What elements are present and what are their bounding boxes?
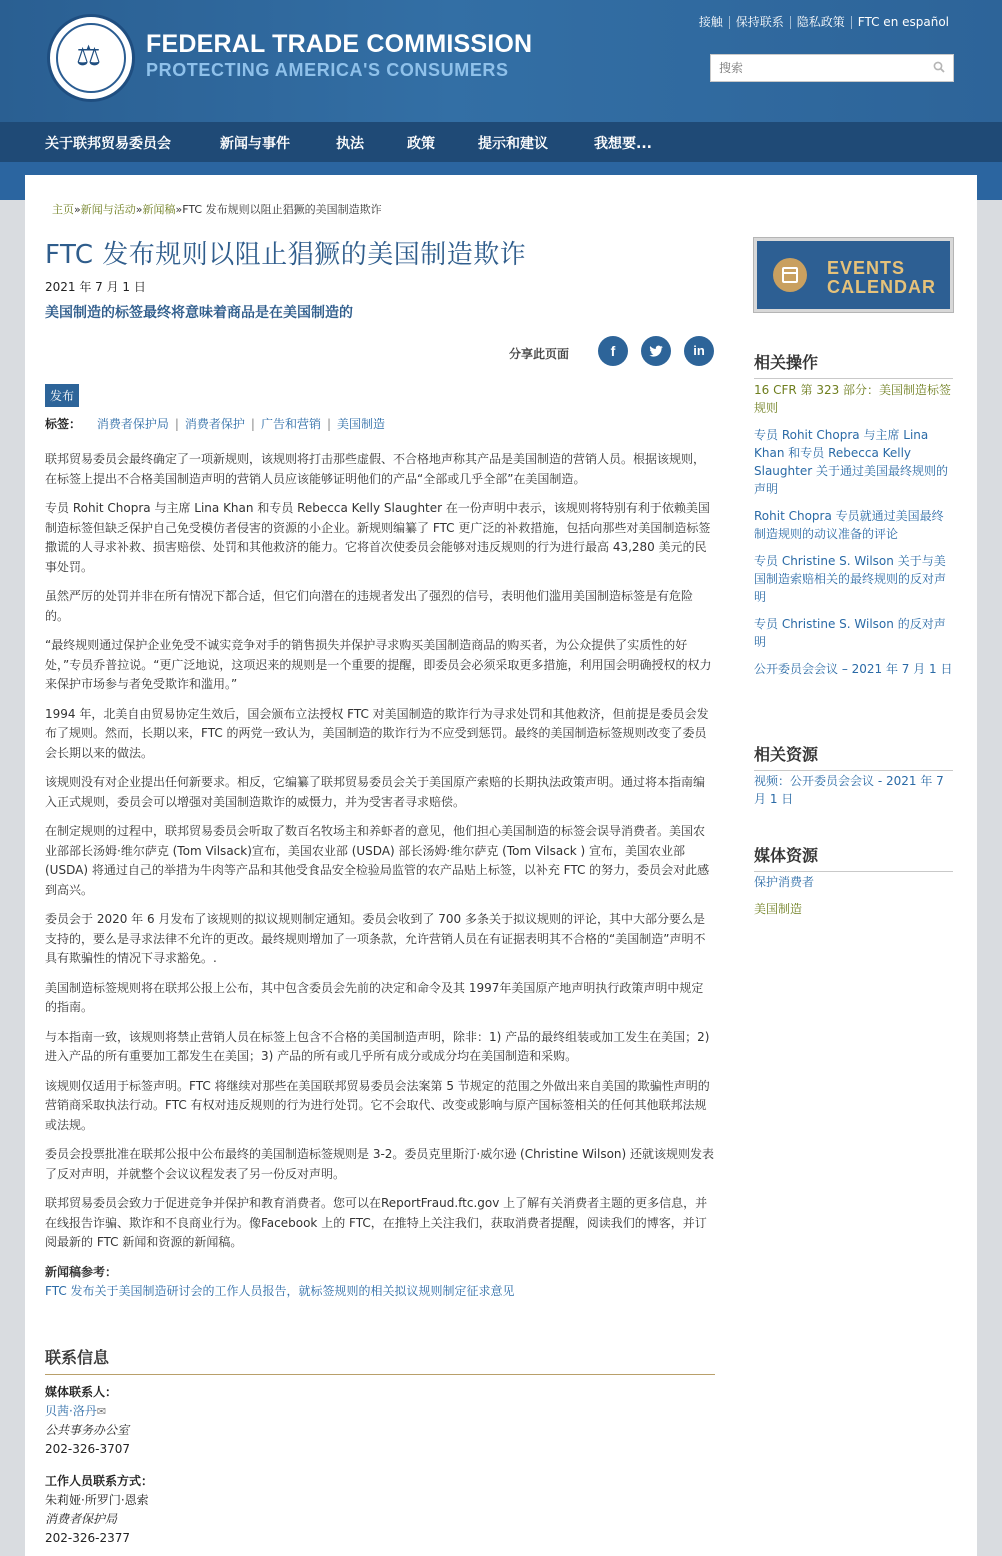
related-resource-link[interactable]: 视频：公开委员会会议 - 2021 年 7 月 1 日	[754, 774, 944, 806]
related-actions-heading: 相关操作	[754, 350, 953, 379]
nav-about[interactable]: 关于联邦贸易委员会	[45, 136, 171, 152]
tag-advertising-marketing[interactable]: 广告和营销	[260, 417, 321, 431]
related-action-link[interactable]: 专员 Christine S. Wilson 的反对声明	[754, 617, 946, 649]
crumb-press-releases[interactable]: 新闻稿	[142, 203, 176, 216]
media-resource-link[interactable]: 美国制造	[754, 902, 803, 916]
events-calendar-banner[interactable]	[754, 238, 953, 312]
staff-contact-label: 工作人员联系方式：	[45, 1474, 154, 1488]
media-contact-office: 公共事务办公室	[45, 1423, 130, 1437]
tags-row	[45, 415, 385, 432]
linkedin-icon[interactable]: in	[684, 336, 714, 366]
related-resources-heading: 相关资源	[754, 742, 953, 771]
crumb-news-events[interactable]: 新闻与活动	[80, 203, 136, 216]
article-paragraph: 在制定规则的过程中，联邦贸易委员会听取了数百名牧场主和养虾者的意见，他们担心美国制造的标签会误导消费者。美国农业部部长汤姆·维尔萨克 (Tom Vilsack)宣布，美国农业部 (USDA) 部长汤姆·维尔萨克 (Tom Vilsack ) 宣布，美国农业部 (USDA) 将通过自己的举措为牛肉等产品和其他受食品安全检验局监管的农产品贴上标签，以补充 FTC 的努力，委员会对此感到高兴。	[45, 824, 710, 897]
calendar-icon-box	[782, 267, 798, 283]
article-paragraph: 1994 年，北美自由贸易协定生效后，国会颁布立法授权 FTC 对美国制造的欺诈行为寻求处罚和其他救济，但前提是委员会发布了规则。然而，长期以来，FTC 的两党一致认为，美国制造的欺诈行为不应受到惩罚。最终的美国制造标签规则改变了委员会长期以来的做法。	[45, 706, 709, 760]
article-paragraph: 委员会投票批准在联邦公报中公布最终的美国制造标签规则是 3-2。委员克里斯汀·威尔逊 (Christine Wilson) 还就该规则发表了反对声明，并就整个会议议程发表了另一份反对声明。	[45, 1147, 715, 1181]
related-action-link[interactable]: 专员 Christine S. Wilson 关于与美国制造索赔相关的最终规则的反对声明	[754, 554, 947, 604]
tag-made-in-usa[interactable]: 美国制造	[337, 417, 386, 431]
tag-divider: |	[326, 417, 332, 431]
twitter-bird-glyph	[648, 343, 664, 359]
calendar-icon	[773, 258, 807, 292]
article-paragraph: 该规则仅适用于标签声明。FTC 将继续对那些在美国联邦贸易委员会法案第 5 节规定的范围之外做出来自美国的欺骗性声明的营销商采取执法行动。FTC 有权对违反规则的行为进行处罚。它不会取代、改变或影响与原产国标签相关的任何其他联邦法规或法规。	[45, 1078, 710, 1132]
crumb-home[interactable]: 主页	[52, 203, 74, 216]
tags-label: 标签：	[45, 417, 82, 431]
tag-divider: |	[174, 417, 179, 431]
staff-contact-block	[45, 1472, 153, 1548]
article-paragraph: 虽然严厉的处罚并非在所有情况下都合适，但它们向潜在的违规者发出了强烈的信号，表明他们滥用美国制造标签是有危险的。	[45, 589, 694, 623]
nav-tips-advice[interactable]: 提示和建议	[478, 136, 548, 152]
staff-contact-name: 朱莉娅·所罗门·恩索	[45, 1493, 149, 1507]
search-icon[interactable]	[933, 61, 945, 73]
facebook-icon[interactable]: f	[598, 336, 628, 366]
related-action-link[interactable]: 16 CFR 第 323 部分：美国制造标签规则	[754, 383, 952, 415]
breadcrumb: 主页»新闻与活动»新闻稿»FTC 发布规则以阻止猖獗的美国制造欺诈	[52, 203, 382, 216]
media-contact-label: 媒体联系人：	[45, 1385, 118, 1399]
ftc-seal-logo[interactable]	[47, 14, 135, 102]
related-resources-list	[754, 772, 953, 817]
contact-heading: 联系信息	[45, 1345, 715, 1375]
press-release-reference-link[interactable]: FTC 发布关于美国制造研讨会的工作人员报告，就标签规则的相关拟议规则制定征求意见	[45, 1284, 515, 1298]
media-contact-phone: 202-326-3707	[45, 1442, 131, 1456]
article-paragraph: 联邦贸易委员会致力于促进竞争并保护和教育消费者。您可以在ReportFraud.ftc.gov 上了解有关消费者主题的更多信息，并在线报告诈骗、欺诈和不良商业行为。像Facebook 上的 FTC，在推特上关注我们，获取消费者提醒，阅读我们的博客，并订阅最新的 FTC 新闻和资源的新闻稿。	[45, 1196, 708, 1249]
media-resources-heading: 媒体资源	[754, 843, 953, 872]
nav-enforcement[interactable]: 执法	[336, 136, 364, 152]
email-icon[interactable]: ✉	[96, 1405, 107, 1418]
press-release-reference-label: 新闻稿参考：	[45, 1264, 118, 1279]
nav-policy[interactable]: 政策	[407, 136, 435, 152]
brand-tagline: PROTECTING AMERICA'S CONSUMERS	[146, 60, 509, 80]
staff-contact-phone: 202-326-2377	[45, 1531, 131, 1545]
media-resource-link[interactable]: 保护消费者	[754, 875, 815, 889]
related-actions-list	[754, 381, 953, 687]
media-contact-name[interactable]: 贝茜·洛丹	[45, 1404, 97, 1418]
tag-divider: |	[250, 417, 255, 431]
publish-date: 2021 年 7 月 1 日	[45, 280, 146, 294]
release-badge[interactable]: 发布	[45, 384, 79, 407]
nav-news-events[interactable]: 新闻与事件	[220, 136, 290, 152]
article-paragraph: 与本指南一致，该规则将禁止营销人员在标签上包含不合格的美国制造声明，除非：1) 产品的最终组装或加工发生在美国；2) 进入产品的所有重要加工都发生在美国；3) 产品的所有或几乎所有成分或成分均在美国制造和采购。	[45, 1029, 710, 1063]
article-paragraph: “最终规则通过保护企业免受不诚实竞争对手的销售损失并保护寻求购买美国制造商品的购买者，为公众提供了实质性的好处，”专员乔普拉说。“更广泛地说，这项迟来的规则是一个重要的提醒，即委员会必须采取更多措施，利用国会明确授权的权力来保护市场参与者免受欺诈和滥用。”	[45, 638, 712, 691]
tag-consumer-protection[interactable]: 消费者保护	[184, 417, 245, 431]
article-subtitle: 美国制造的标签最终将意味着商品是在美国制造的	[45, 305, 353, 321]
utility-links	[693, 16, 955, 29]
media-resources-list	[754, 873, 953, 927]
crumb-current: FTC 发布规则以阻止猖獗的美国制造欺诈	[182, 203, 382, 216]
top-link-stay-connected[interactable]: 保持联系	[729, 16, 790, 29]
twitter-icon[interactable]	[641, 336, 671, 366]
article-paragraph: 专员 Rohit Chopra 与主席 Lina Khan 和专员 Rebecca Kelly Slaughter 在一份声明中表示，该规则将特别有利于依赖美国制造标签但缺乏保护自己免受模仿者侵害的资源的小企业。新规则编纂了 FTC 更广泛的补救措施，包括向那些对美国制造标签撒谎的人寻求补救、损害赔偿、处罚和其他救济的能力。它将首次使委员会能够对违反规则的行为进行最高 43,280 美元的民事处罚。	[45, 501, 711, 574]
media-contact-block	[45, 1383, 130, 1459]
tag-consumer-protection-bureau[interactable]: 消费者保护局	[96, 417, 169, 431]
top-link-contact[interactable]: 接触	[698, 15, 723, 29]
events-label: EVENTS	[827, 258, 906, 278]
article-body	[45, 450, 715, 1312]
scales-of-justice-icon: ⚖	[76, 39, 102, 72]
staff-contact-office: 消费者保护局	[45, 1512, 118, 1526]
site-header	[0, 0, 1002, 122]
article-paragraph: 委员会于 2020 年 6 月发布了该规则的拟议规则制定通知。委员会收到了 700 多条关于拟议规则的评论，其中大部分要么是支持的，要么是寻求法律不允许的更改。最终规则增加了一项条款，允许营销人员在有证据表明其不合格的“美国制造”声明不具有欺骗性的情况下寻求豁免。.	[45, 912, 706, 965]
article-paragraph: 该规则没有对企业提出任何新要求。相反，它编纂了联邦贸易委员会关于美国原产索赔的长期执法政策声明。通过将本指南编入正式规则，委员会可以增强对美国制造欺诈的威慑力，并为受害者寻求赔偿。	[45, 775, 706, 809]
related-action-link[interactable]: Rohit Chopra 专员就通过美国最终制造规则的动议准备的评论	[754, 509, 944, 541]
top-link-privacy[interactable]: 隐私政策	[790, 16, 851, 29]
article-paragraph: 联邦贸易委员会最终确定了一项新规则，该规则将打击那些虚假、不合格地声称其产品是美国制造的营销人员。根据该规则，在标签上提出不合格美国制造声明的营销人员应该能够证明他们的产品“全部或几乎全部”在美国制造。	[45, 452, 706, 486]
related-action-link[interactable]: 公开委员会会议 – 2021 年 7 月 1 日	[754, 662, 953, 676]
page-title: FTC 发布规则以阻止猖獗的美国制造欺诈	[45, 240, 527, 270]
search-box	[710, 54, 954, 82]
top-link-spanish[interactable]: FTC en español	[851, 16, 955, 29]
article-paragraph: 美国制造标签规则将在联邦公报上公布，其中包含委员会先前的决定和命令及其 1997年美国原产地声明执行政策声明中规定的指南。	[45, 980, 704, 1014]
main-nav	[0, 122, 1002, 162]
search-input[interactable]	[711, 55, 921, 81]
nav-i-would-like-to[interactable]: 我想要...	[594, 136, 652, 152]
related-action-link[interactable]: 专员 Rohit Chopra 与主席 Lina Khan 和专员 Rebecca Kelly Slaughter 关于通过美国最终规则的声明	[754, 428, 948, 496]
share-label: 分享此页面	[509, 347, 570, 361]
brand-name[interactable]: FEDERAL TRADE COMMISSION	[146, 30, 533, 58]
calendar-label: CALENDAR	[827, 277, 936, 297]
